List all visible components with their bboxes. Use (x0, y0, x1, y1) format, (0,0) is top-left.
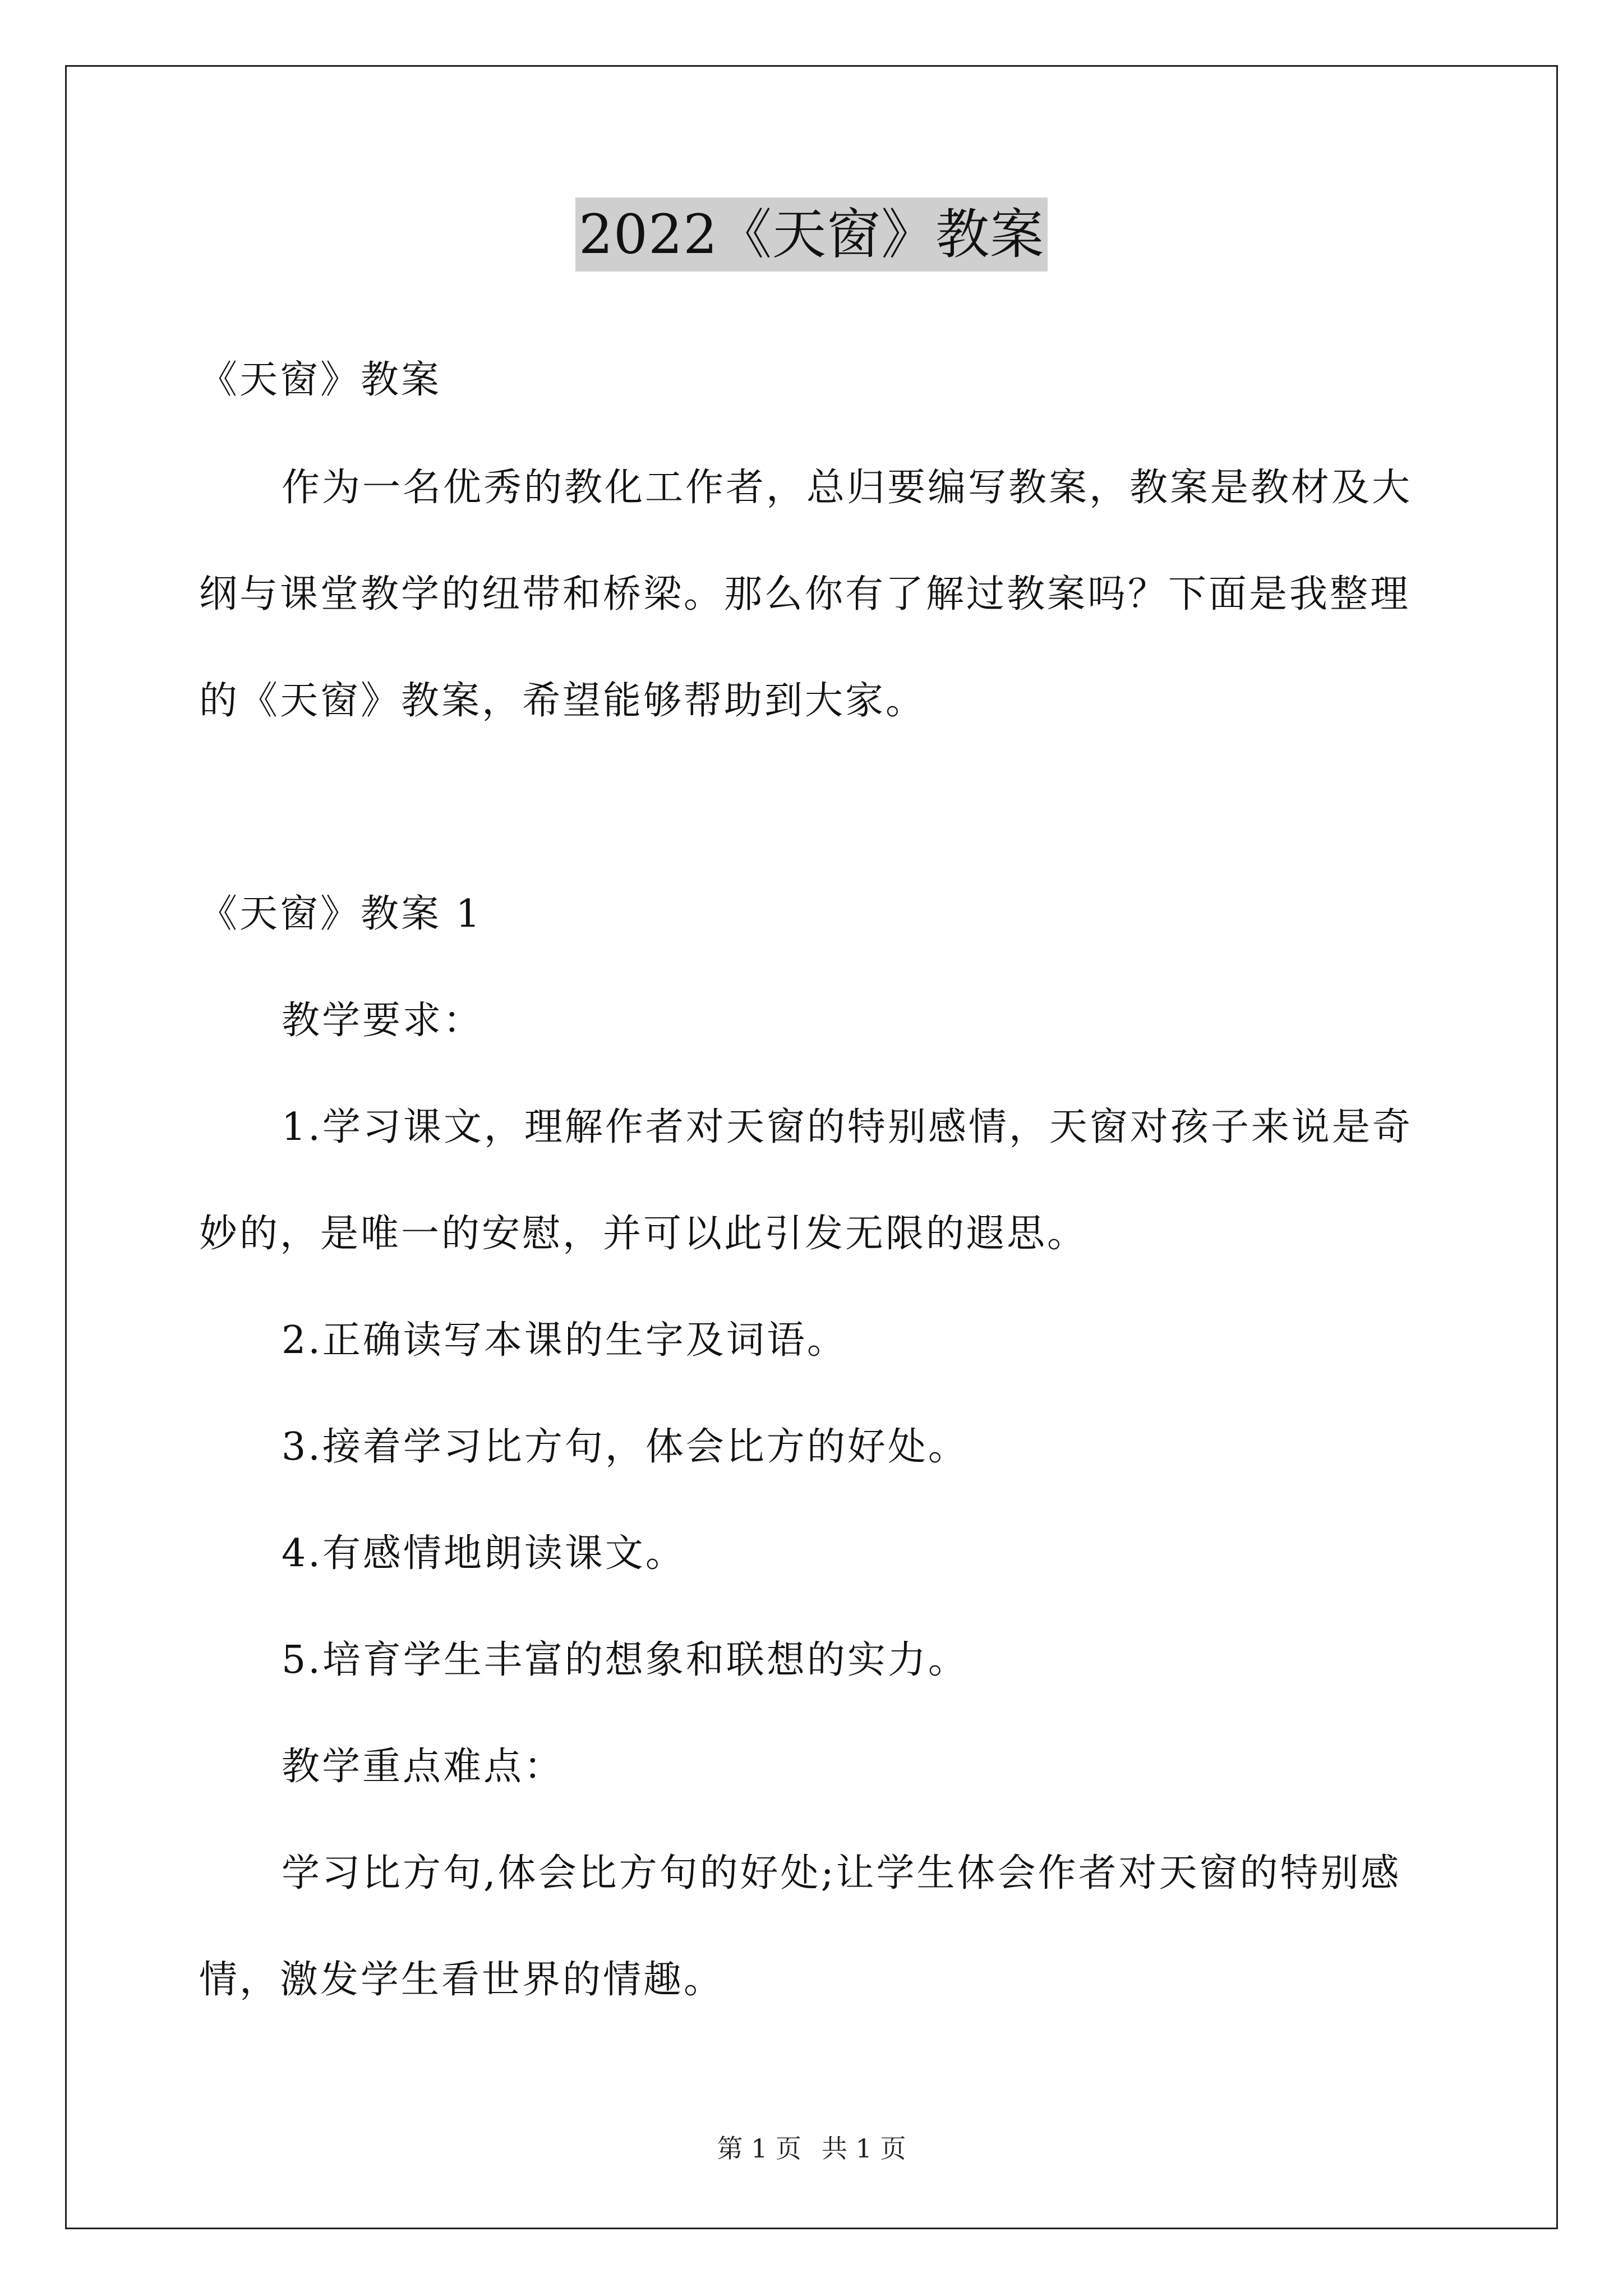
requirement-1-line-1: 1.学习课文，理解作者对天窗的特别感情，天窗对孩子来说是奇 (282, 1105, 1413, 1149)
key-points-line-2: 情，激发学生看世界的情趣。 (199, 1958, 725, 2002)
intro-paragraph-line-2: 纲与课堂教学的纽带和桥梁。那么你有了解过教案吗？下面是我整理 (199, 572, 1411, 616)
total-pages: 共 1 页 (822, 2133, 906, 2164)
key-points-line-1: 学习比方句,体会比方句的好处;让学生体会作者对天窗的特别感 (282, 1851, 1401, 1895)
key-points-heading: 教学重点难点： (282, 1745, 565, 1789)
page-footer (0, 2132, 1623, 2165)
requirement-3: 3.接着学习比方句，体会比方的好处。 (282, 1425, 969, 1469)
document-title: 2022《天窗》教案 (575, 197, 1048, 272)
teaching-requirements-heading: 教学要求： (282, 999, 484, 1043)
page-number: 第 1 页 (717, 2133, 801, 2164)
intro-paragraph-line-3: 的《天窗》教案，希望能够帮助到大家。 (199, 679, 926, 723)
requirement-4: 4.有感情地朗读课文。 (282, 1531, 686, 1576)
intro-paragraph-line-1: 作为一名优秀的教化工作者，总归要编写教案，教案是教材及大 (282, 466, 1413, 510)
subtitle: 《天窗》教案 (199, 358, 442, 402)
requirement-5: 5.培育学生丰富的想象和联想的实力。 (282, 1638, 969, 1682)
title-container (0, 197, 1623, 272)
requirement-1-line-2: 妙的，是唯一的安慰，并可以此引发无限的遐思。 (199, 1212, 1088, 1256)
section-heading: 《天窗》教案 1 (199, 892, 482, 936)
requirement-2: 2.正确读写本课的生字及词语。 (282, 1318, 847, 1363)
